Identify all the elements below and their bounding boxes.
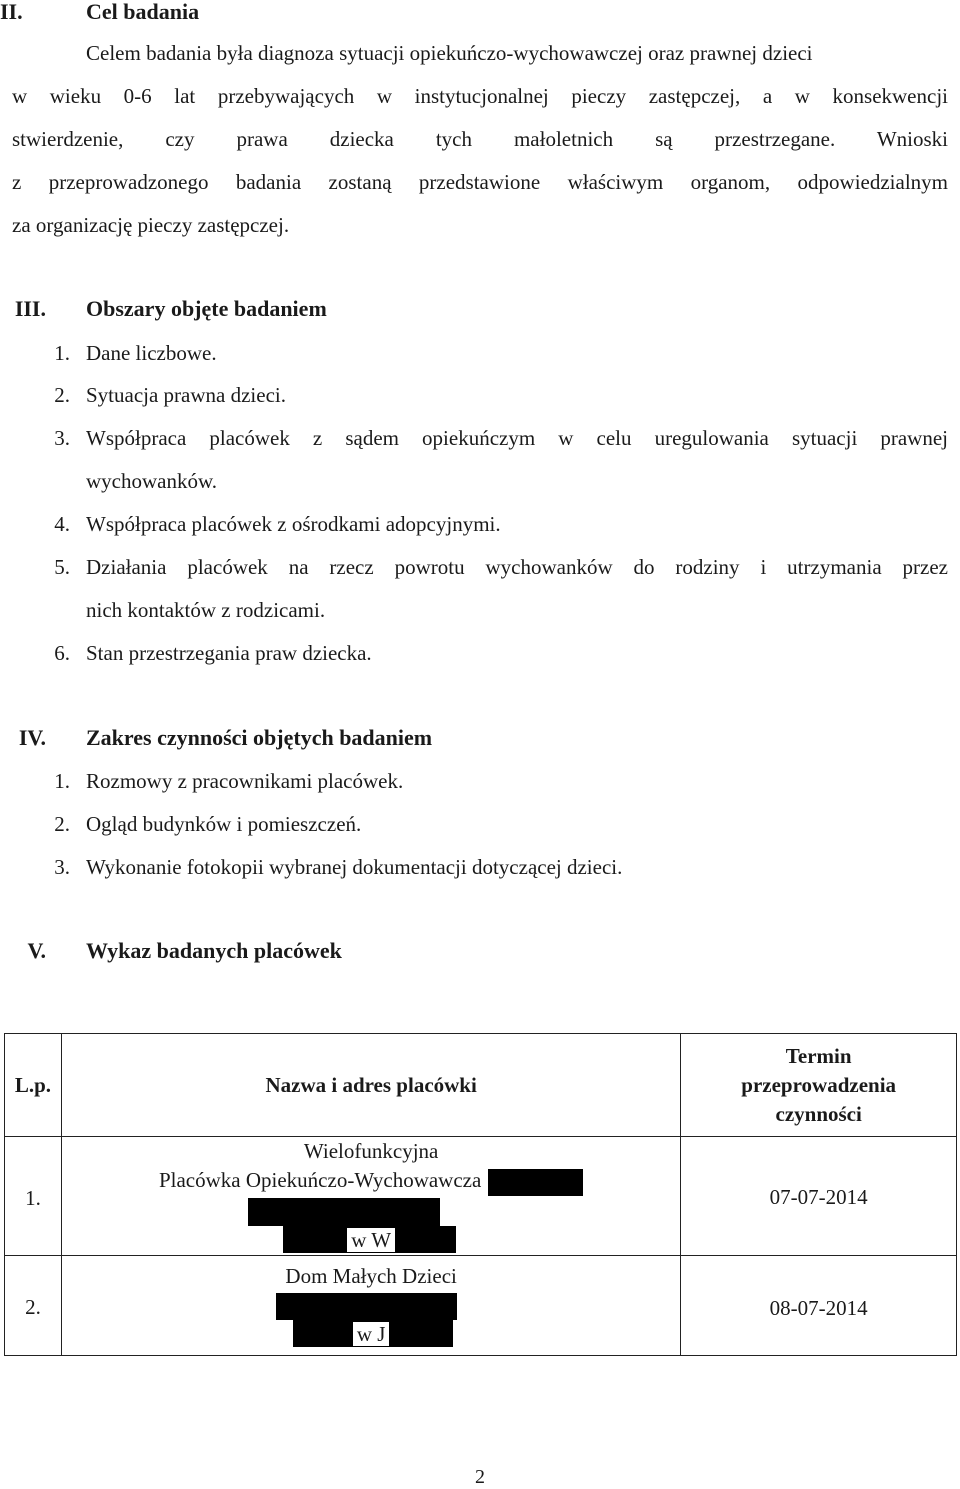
cell-name bbox=[61, 1137, 680, 1256]
section-number: III. bbox=[14, 296, 46, 321]
list-item-number: 5. bbox=[54, 555, 70, 579]
redaction-block bbox=[248, 1198, 440, 1226]
header-term bbox=[681, 1034, 957, 1137]
section-title: Wykaz badanych placówek bbox=[86, 938, 342, 963]
facility-address-line bbox=[62, 1196, 680, 1226]
paragraph-line: za organizację pieczy zastępczej. bbox=[12, 213, 290, 237]
paragraph-line: z przeprowadzonego badania zostaną przedstawione właściwym organom, odpowiedzialnym bbox=[12, 170, 948, 194]
table-header-row bbox=[5, 1034, 957, 1137]
list-item: Ogląd budynków i pomieszczeń. bbox=[86, 812, 362, 836]
header-lp: L.p. bbox=[5, 1034, 62, 1137]
cell-date: 07-07-2014 bbox=[681, 1137, 957, 1256]
facility-address-line bbox=[62, 1291, 680, 1321]
header-term-line: przeprowadzenia bbox=[741, 1072, 897, 1097]
section-number: II. bbox=[0, 0, 23, 24]
facility-name-line: Placówka Opiekuńczo-Wychowawcza bbox=[62, 1166, 680, 1196]
redaction-block bbox=[488, 1169, 583, 1196]
list-item-continuation: nich kontaktów z rodzicami. bbox=[86, 598, 326, 622]
page-number: 2 bbox=[475, 1466, 485, 1488]
list-item: Współpraca placówek z ośrodkami adopcyjnymi. bbox=[86, 512, 501, 536]
table-row bbox=[5, 1137, 957, 1256]
facility-address-line: w J bbox=[62, 1320, 680, 1349]
section-title: Obszary objęte badaniem bbox=[86, 296, 327, 321]
list-item-number: 4. bbox=[54, 512, 70, 536]
list-item: Wykonanie fotokopii wybranej dokumentacji dotyczącej dzieci. bbox=[86, 855, 623, 879]
section-title: Zakres czynności objętych badaniem bbox=[86, 725, 433, 750]
header-term-line: Termin bbox=[785, 1043, 852, 1068]
section-number: IV. bbox=[18, 725, 46, 750]
list-item: Dane liczbowe. bbox=[86, 341, 217, 365]
list-item-continuation: wychowanków. bbox=[86, 469, 218, 493]
list-item: Współpraca placówek z sądem opiekuńczym w celu uregulowania sytuacji prawnej bbox=[86, 426, 948, 450]
paragraph-line: stwierdzenie, czy prawa dziecka tych małoletnich są przestrzegane. Wnioski bbox=[12, 127, 948, 151]
table-row bbox=[5, 1255, 957, 1355]
header-name: Nazwa i adres placówki bbox=[61, 1034, 680, 1137]
list-item-number: 2. bbox=[54, 812, 70, 836]
list-item: Działania placówek na rzecz powrotu wychowanków do rodziny i utrzymania przez bbox=[86, 555, 948, 579]
cell-lp: 1. bbox=[5, 1137, 62, 1256]
cell-name bbox=[61, 1255, 680, 1355]
section-number: V. bbox=[27, 938, 46, 963]
list-item-number: 1. bbox=[54, 341, 70, 365]
list-item-number: 6. bbox=[54, 641, 70, 665]
list-item-number: 1. bbox=[54, 769, 70, 793]
list-item: Stan przestrzegania praw dziecka. bbox=[86, 641, 372, 665]
header-term-line: czynności bbox=[775, 1101, 862, 1126]
cell-lp: 2. bbox=[5, 1255, 62, 1355]
list-item-number: 3. bbox=[54, 426, 70, 450]
list-item: Sytuacja prawna dzieci. bbox=[86, 383, 286, 407]
redaction-block bbox=[276, 1293, 457, 1320]
list-item: Rozmowy z pracownikami placówek. bbox=[86, 769, 404, 793]
paragraph-line: Celem badania była diagnoza sytuacji opiekuńczo-wychowawczej oraz prawnej dzieci bbox=[86, 41, 813, 65]
facility-name-line: Wielofunkcyjna bbox=[303, 1139, 439, 1163]
paragraph-line: w wieku 0-6 lat przebywających w instytucjonalnej pieczy zastępczej, a w konsekwencji bbox=[12, 84, 948, 108]
facility-name-line: Dom Małych Dzieci bbox=[285, 1263, 457, 1288]
list-item-number: 3. bbox=[54, 855, 70, 879]
list-item-number: 2. bbox=[54, 383, 70, 407]
facility-address-line: w W bbox=[62, 1226, 680, 1255]
facilities-table bbox=[4, 1033, 957, 1356]
section-title: Cel badania bbox=[86, 0, 200, 24]
cell-date: 08-07-2014 bbox=[681, 1255, 957, 1355]
